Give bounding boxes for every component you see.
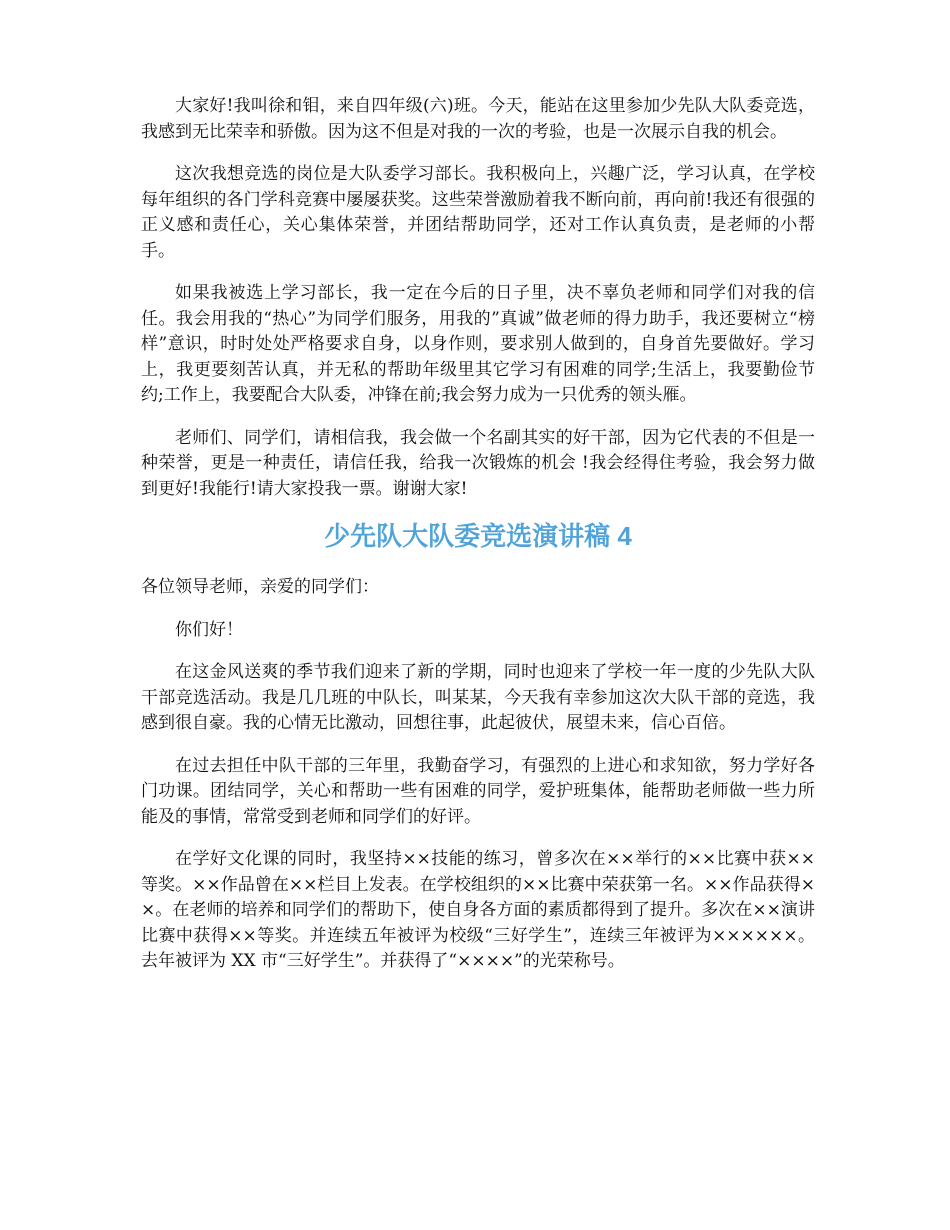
paragraph: 在过去担任中队干部的三年里，我勤奋学习，有强烈的上进心和求知欲，努力学好各门功课。团结同学，关心和帮助一些有困难的同学，爱护班集体，能帮助老师做一些力所能及的事情，常常受到老师和同学们的好评。	[141, 755, 815, 827]
section-heading: 少先队大队委竞选演讲稿 4	[324, 521, 632, 551]
greeting: 你们好！	[175, 619, 243, 640]
paragraph: 如果我被选上学习部长，我一定在今后的日子里，决不辜负老师和同学们对我的信任。我会用我的“热心”为同学们服务，用我的”真诚”做老师的得力助手，我还要树立“榜样”意识，时时处处严格要求自身，以身作则，要求别人做到的，自身首先要做好。学习上，我更要刻苦认真，并无私的帮助年级里其它学习有困难的同学;生活上，我要勤俭节约;工作上，我要配合大队委，冲锋在前;我会努力成为一只优秀的领头雁。	[141, 283, 815, 405]
paragraph: 这次我想竞选的岗位是大队委学习部长。我积极向上，兴趣广泛，学习认真，在学校每年组织的各门学科竞赛中屡屡获奖。这些荣誉激励着我不断向前，再向前!我还有很强的正义感和责任心，关心集体荣誉，并团结帮助同学，还对工作认真负责，是老师的小帮手。	[141, 164, 815, 261]
paragraph: 老师们、同学们，请相信我，我会做一个名副其实的好干部，因为它代表的不但是一种荣誉，更是一种责任，请信任我，给我一次锻炼的机会 !我会经得住考验，我会努力做到更好!我能行!请大家投我一票。谢谢大家!	[141, 427, 815, 499]
document-page	[141, 94, 815, 992]
paragraph: 在这金风送爽的季节我们迎来了新的学期，同时也迎来了学校一年一度的少先队大队干部竞选活动。我是几几班的中队长，叫某某，今天我有幸参加这次大队干部的竞选，我感到很自豪。我的心情无比激动，回想往事，此起彼伏，展望未来，信心百倍。	[141, 662, 815, 733]
paragraph: 在学好文化课的同时，我坚持××技能的练习，曾多次在××举行的××比赛中获××等奖。××作品曾在××栏目上发表。在学校组织的××比赛中荣获第一名。××作品获得××。在老师的培养和同学们的帮助下，使自身各方面的素质都得到了提升。多次在××演讲比赛中获得××等奖。并连续五年被评为校级“三好学生”，连续三年被评为××××××。去年被评为 XX 市“三好学生”。并获得了“××××”的光荣称号。	[141, 849, 815, 971]
paragraph: 大家好!我叫徐和钼，来自四年级(六)班。今天，能站在这里参加少先队大队委竞选，我感到无比荣幸和骄傲。因为这不但是对我的一次的考验，也是一次展示自我的机会。	[141, 96, 815, 142]
salutation: 各位领导老师，亲爱的同学们：	[141, 577, 379, 597]
